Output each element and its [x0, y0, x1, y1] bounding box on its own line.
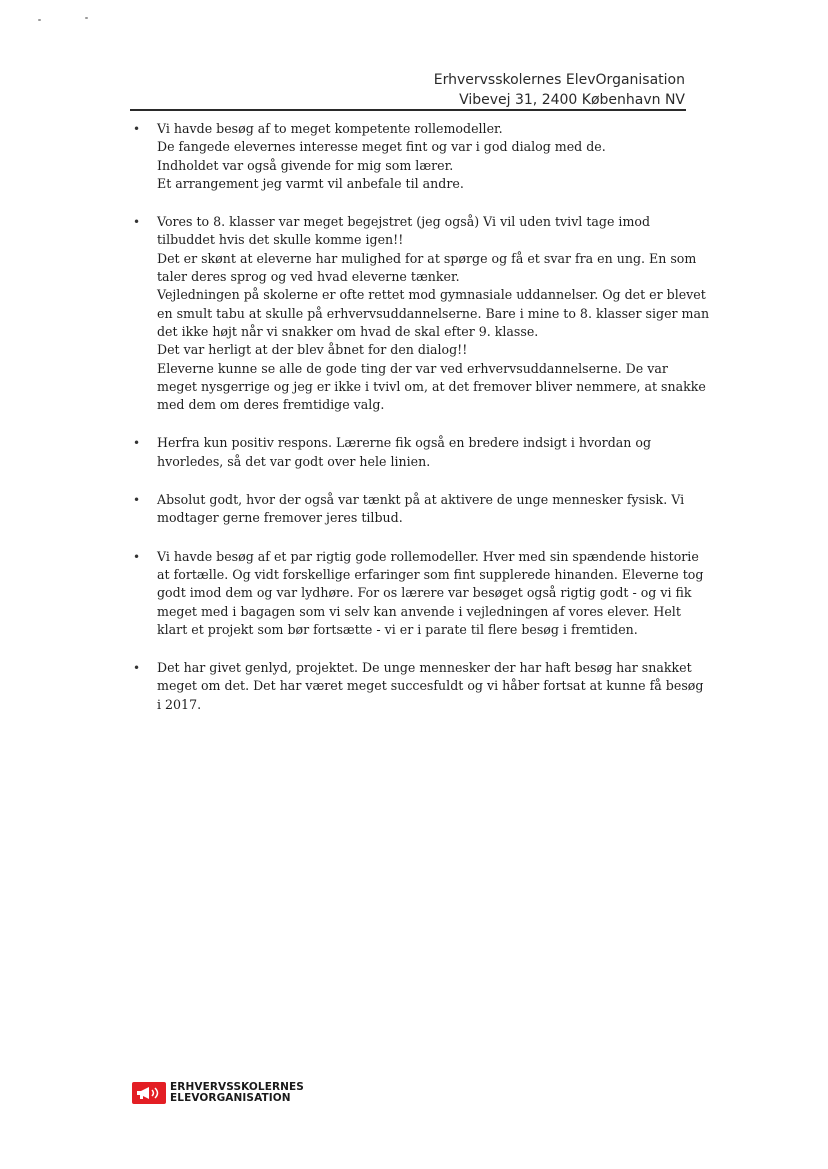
feedback-text — [157, 434, 690, 471]
bullet-icon: • — [133, 493, 141, 508]
bullet-icon: • — [133, 661, 141, 676]
text-line: en smult tabu at skulle på erhvervsuddannelserne. Bare i mine to 8. klasser siger man — [157, 305, 710, 321]
text-line: Absolut godt, hvor der også var tænkt på at aktivere de unge mennesker fysisk. Vi — [157, 492, 685, 508]
text-line: tilbuddet hvis det skulle komme igen!! — [157, 232, 404, 248]
text-line: Et arrangement jeg varmt vil anbefale til andre. — [157, 175, 464, 191]
text-line: Eleverne kunne se alle de gode ting der var ved erhvervsuddannelserne. De var — [157, 360, 668, 376]
text-line: Vi havde besøg af et par rigtig gode rollemodeller. Hver med sin spændende historie — [157, 548, 699, 564]
bullet-icon: • — [133, 436, 141, 451]
text-line: Det var herligt at der blev åbnet for den dialog!! — [157, 342, 468, 358]
feedback-text — [157, 659, 704, 714]
logo-line-1: ERHVERVSSKOLERNES — [170, 1081, 304, 1093]
feedback-text — [157, 120, 690, 193]
text-line: Vi havde besøg af to meget kompetente rollemodeller. — [157, 121, 503, 136]
text-line: Herfra kun positiv respons. Lærerne fik også en bredere indsigt i hvordan og — [157, 435, 652, 451]
text-line: Det er skønt at eleverne har mulighed for at spørge og få et svar fra en ung. En som — [157, 250, 697, 266]
megaphone-icon — [132, 1082, 166, 1104]
text-line: i 2017. — [157, 696, 202, 712]
text-line: at fortælle. Og vidt forskellige erfaringer som fint supplerede hinanden. Eleverne tog — [157, 566, 704, 582]
text-line: taler deres sprog og ved hvad eleverne tænker. — [157, 269, 460, 285]
footer-logo — [132, 1080, 304, 1106]
feedback-item — [130, 491, 690, 528]
text-line: med dem om deres fremtidige valg. — [157, 397, 385, 413]
feedback-text — [157, 491, 690, 528]
bullet-icon: • — [133, 215, 141, 230]
text-line: Indholdet var også givende for mig som lærer. — [157, 157, 454, 173]
bullet-icon: • — [133, 549, 141, 564]
feedback-item — [130, 548, 704, 639]
text-line: modtager gerne fremover jeres tilbud. — [157, 510, 403, 526]
organization-address: Vibevej 31, 2400 København NV — [459, 92, 685, 108]
organization-name: Erhvervsskolernes ElevOrganisation — [433, 72, 685, 88]
feedback-item — [130, 120, 690, 193]
text-line: Vejledningen på skolerne er ofte rettet mod gymnasiale uddannelser. Og det er blevet — [157, 287, 706, 303]
feedback-text — [157, 213, 710, 414]
scan-specks — [38, 17, 98, 25]
text-line: De fangede elevernes interesse meget fint og var i god dialog med de. — [157, 139, 606, 155]
text-line: godt imod dem og var lydhøre. For os lærere var besøget også rigtig godt - og vi fik — [157, 585, 692, 601]
text-line: det ikke højt når vi snakker om hvad de skal efter 9. klasse. — [157, 323, 539, 339]
text-line: klart et projekt som bør fortsætte - vi er i parate til flere besøg i fremtiden. — [157, 621, 638, 637]
logo-wordmark — [170, 1082, 304, 1104]
feedback-item — [130, 213, 710, 414]
feedback-text — [157, 548, 704, 639]
text-line: meget med i bagagen som vi selv kan anvende i vejledningen af vores elever. Helt — [157, 603, 681, 619]
letterhead — [434, 70, 685, 110]
scan-speck — [38, 19, 41, 21]
bullet-icon: • — [133, 122, 141, 136]
feedback-item — [130, 434, 690, 471]
text-line: meget om det. Det har været meget succesfuldt og vi håber fortsat at kunne få besøg — [157, 678, 704, 694]
header-divider — [130, 109, 686, 111]
text-line: hvorledes, så det var godt over hele linien. — [157, 453, 431, 469]
text-line: meget nysgerrige og jeg er ikke i tvivl om, at det fremover bliver nemmere, at snakke — [157, 378, 706, 394]
logo-line-2: ELEVORGANISATION — [170, 1092, 291, 1104]
scan-speck — [85, 17, 88, 19]
text-line: Det har givet genlyd, projektet. De unge mennesker der har haft besøg har snakket — [157, 660, 692, 676]
feedback-item — [130, 659, 704, 714]
text-line: Vores to 8. klasser var meget begejstret (jeg også) Vi vil uden tvivl tage imod — [157, 214, 651, 230]
feedback-list — [130, 120, 710, 734]
